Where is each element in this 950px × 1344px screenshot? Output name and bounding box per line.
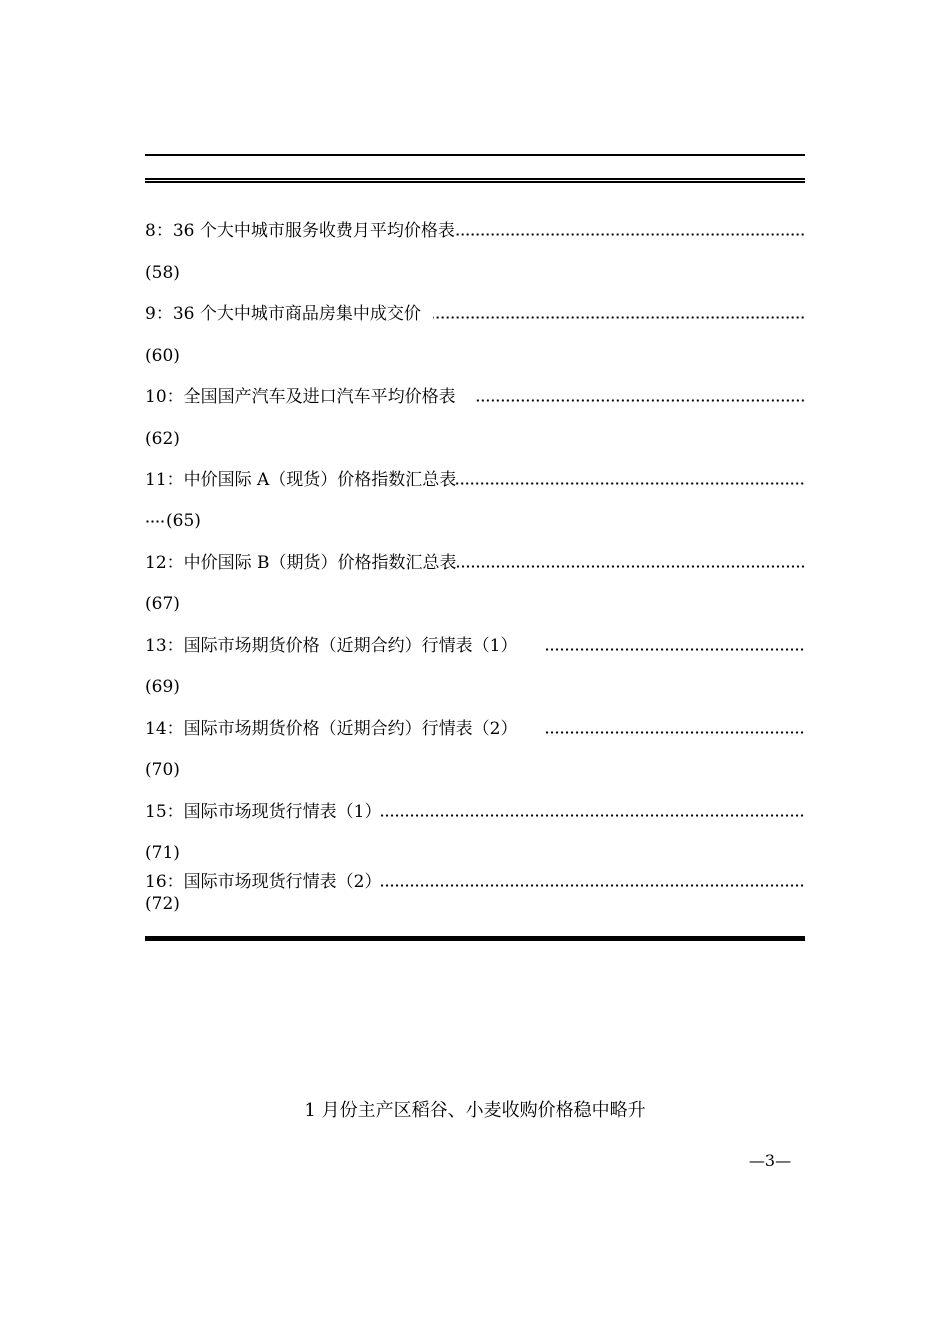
bottom-rule-thick <box>145 936 805 941</box>
toc-leader-dots <box>145 520 165 523</box>
toc-entry-title: 15：国际市场现货行情表（1） <box>145 802 382 822</box>
page-number: —3— <box>748 1151 792 1170</box>
toc-entry-16[interactable] <box>145 869 805 893</box>
toc-leader-dots <box>476 399 805 402</box>
toc-leader-dots <box>457 565 805 568</box>
toc-entry-page <box>145 510 201 532</box>
toc-entry-page: (71) <box>145 843 180 863</box>
toc-entry-14[interactable] <box>145 716 805 740</box>
toc-entry-13[interactable] <box>145 633 805 657</box>
toc-entry-8[interactable] <box>145 218 805 242</box>
article-title: 1 月份主产区稻谷、小麦收购价格稳中略升 <box>304 1100 646 1121</box>
toc-entry-9[interactable] <box>145 301 805 325</box>
toc-entry-title: 13：国际市场期货价格（近期合约）行情表（1） <box>145 636 518 656</box>
toc-leader-dots <box>545 648 805 651</box>
toc-entry-title: 9：36 个大中城市商品房集中成交价 <box>145 304 421 324</box>
toc-entry-title: 14：国际市场期货价格（近期合约）行情表（2） <box>145 719 518 739</box>
toc-leader-dots <box>381 814 805 817</box>
toc-entry-title: 10：全国国产汽车及进口汽车平均价格表 <box>145 387 456 407</box>
toc-leader-dots <box>455 233 805 236</box>
toc-entry-page: (58) <box>145 263 180 283</box>
toc-entry-title: 8：36 个大中城市服务收费月平均价格表 <box>145 221 455 241</box>
toc-entry-11[interactable] <box>145 467 805 491</box>
toc-leader-dots <box>381 884 805 887</box>
toc-entry-page: (67) <box>145 594 180 614</box>
toc-entry-page: (70) <box>145 760 180 780</box>
toc-entry-page: (69) <box>145 677 180 697</box>
toc-entry-10[interactable] <box>145 384 805 408</box>
toc-leader-dots <box>456 482 805 485</box>
toc-entry-15[interactable] <box>145 799 805 823</box>
toc-entry-page-number: (65) <box>166 511 201 531</box>
toc-entry-title: 16：国际市场现货行情表（2） <box>145 872 382 892</box>
toc-leader-dots <box>433 316 805 319</box>
toc-entry-title: 11：中价国际 A（现货）价格指数汇总表 <box>145 470 457 490</box>
toc-leader-dots <box>545 731 805 734</box>
toc-entry-12[interactable] <box>145 550 805 574</box>
toc-entry-page: (60) <box>145 346 180 366</box>
toc-entry-title: 12：中价国际 B（期货）价格指数汇总表 <box>145 553 457 573</box>
toc-entry-page: (72) <box>145 894 180 914</box>
top-rule-double <box>145 178 805 183</box>
top-rule-single <box>145 154 805 156</box>
toc-entry-page: (62) <box>145 429 180 449</box>
